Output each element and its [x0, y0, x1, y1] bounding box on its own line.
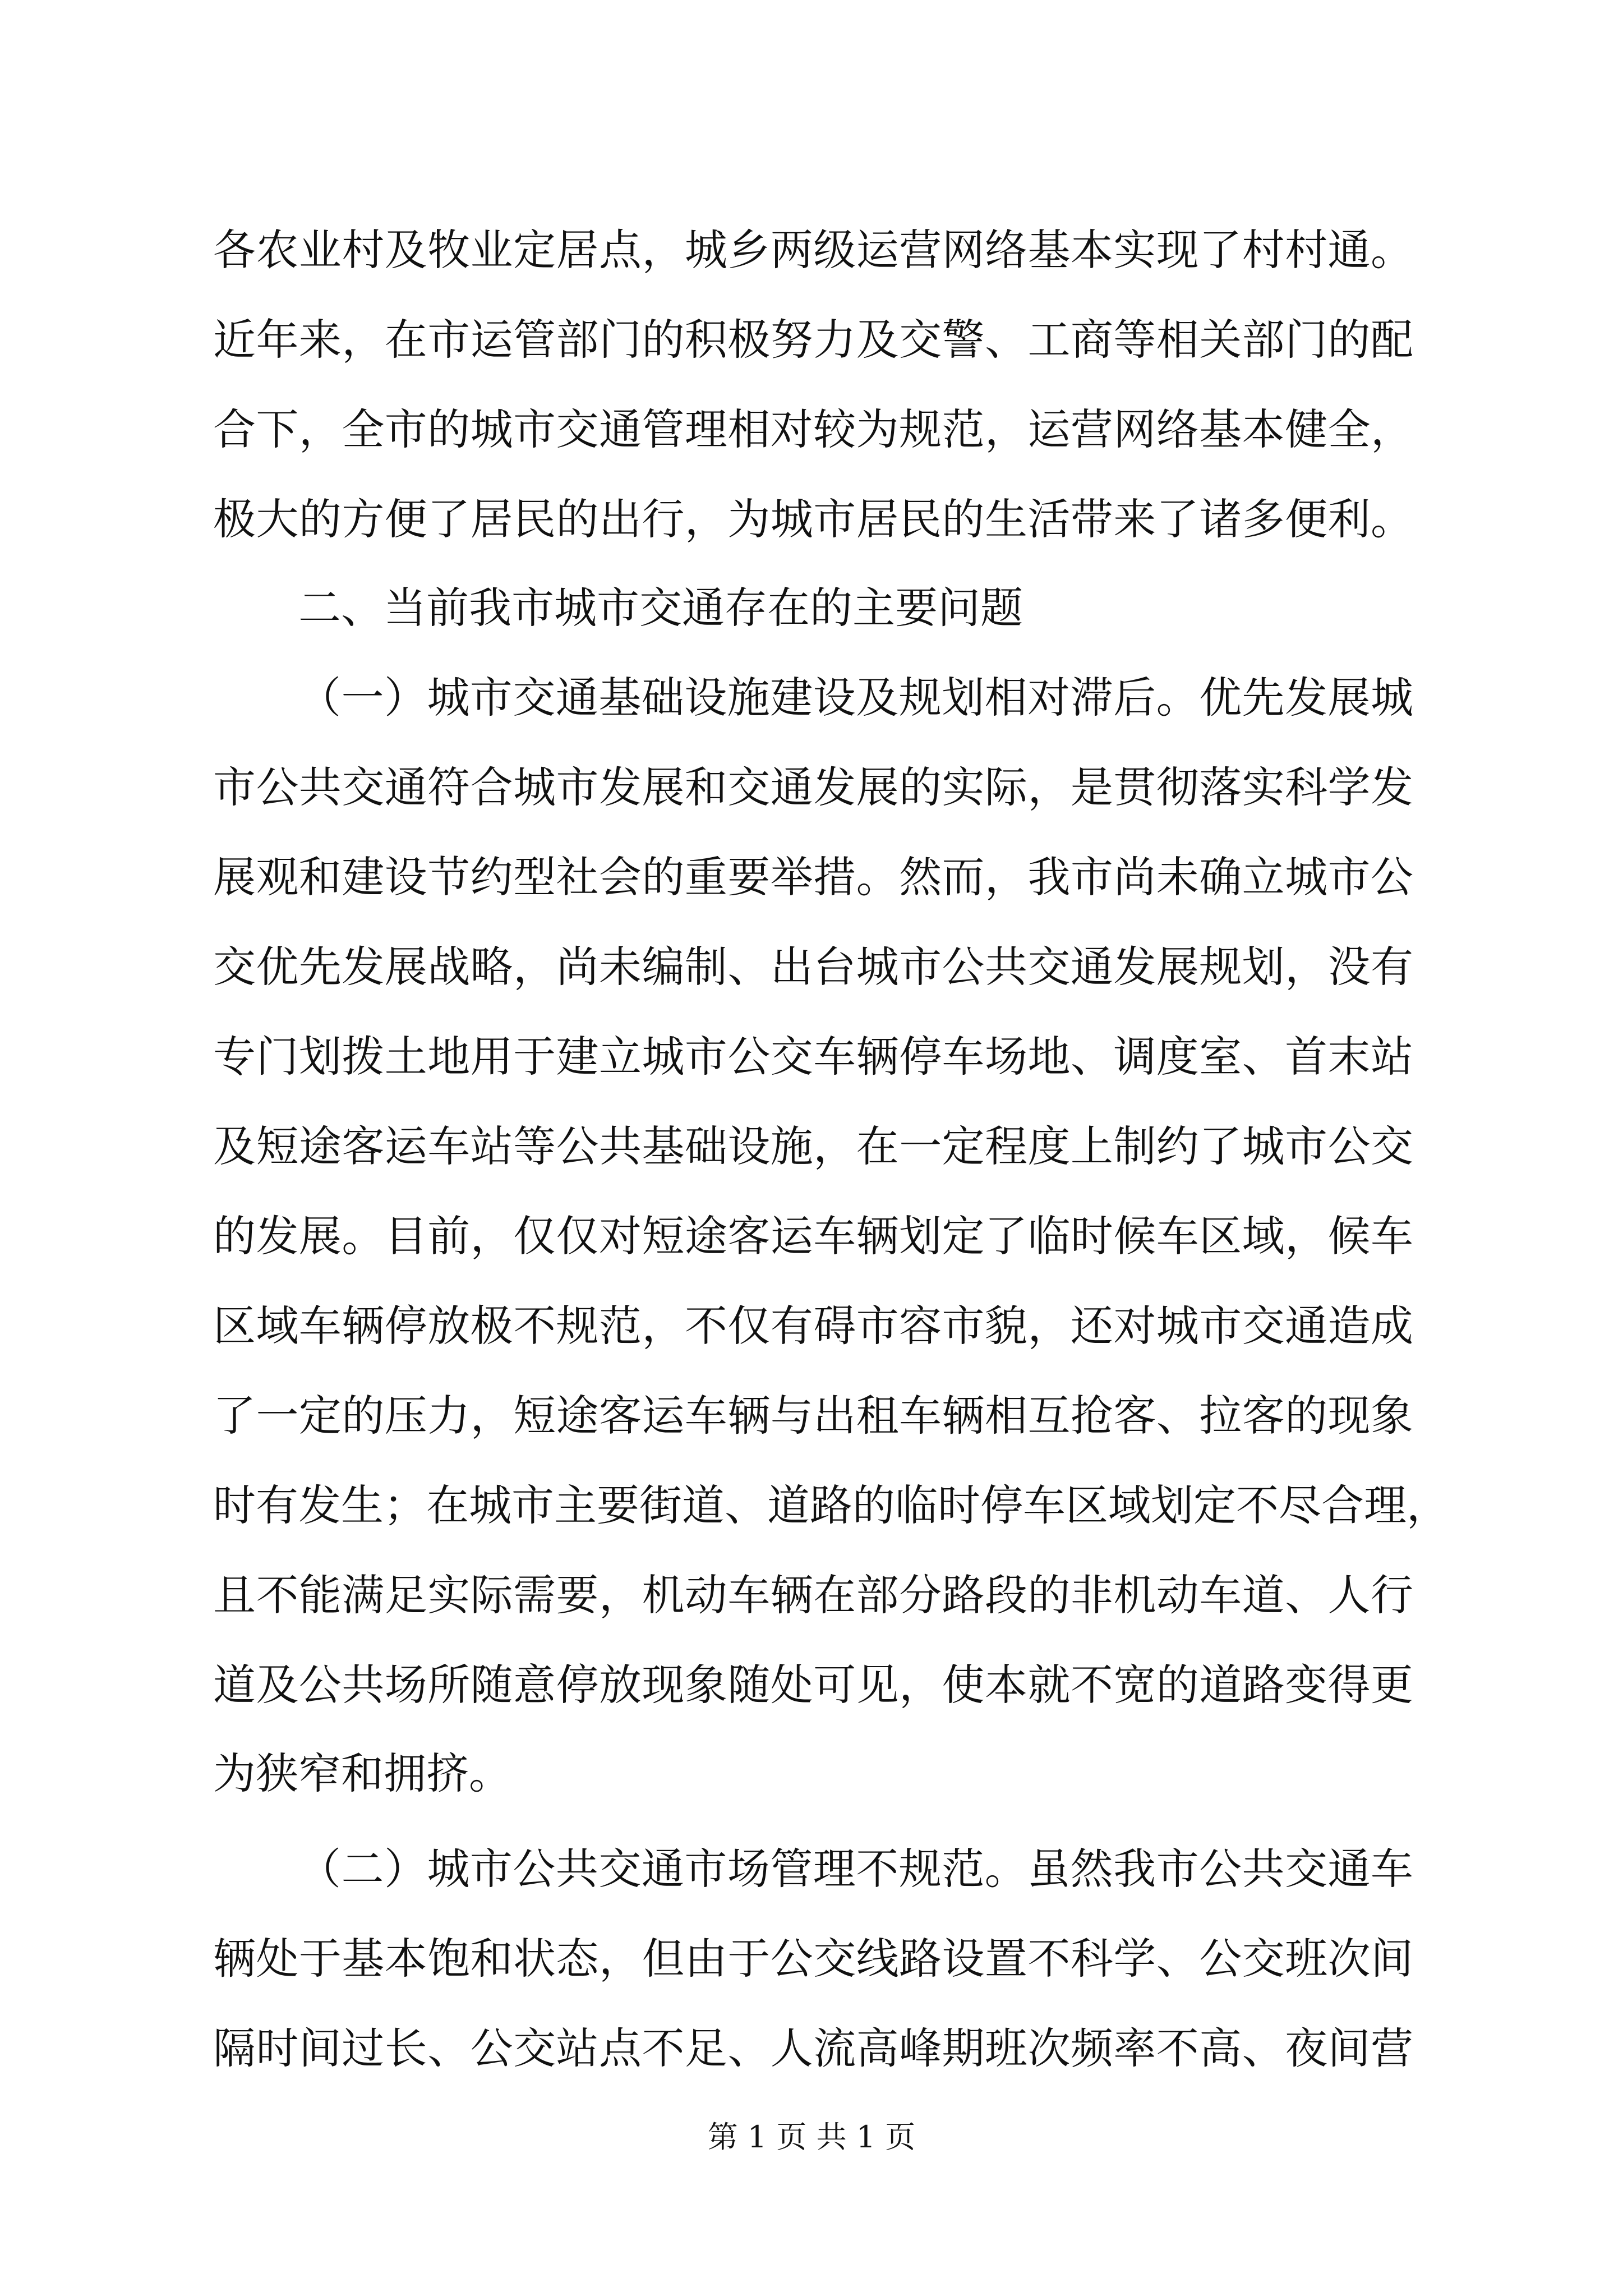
page-number-footer: 第 1 页 共 1 页	[707, 2119, 916, 2155]
body-line-1: 各农业村及牧业定居点，城乡两级运营网络基本实现了村村通。	[213, 225, 1413, 275]
paragraph-1-line-1: （一）城市交通基础设施建设及规划相对滞后。优先发展城	[298, 673, 1413, 723]
paragraph-1-line-12: 道及公共场所随意停放现象随处可见，使本就不宽的道路变得更	[213, 1660, 1413, 1710]
body-line-4: 极大的方便了居民的出行，为城市居民的生活带来了诸多便利。	[213, 494, 1413, 544]
paragraph-1-line-4: 交优先发展战略，尚未编制、出台城市公共交通发展规划，没有	[213, 942, 1413, 992]
body-line-3: 合下，全市的城市交通管理相对较为规范，运营网络基本健全，	[213, 404, 1413, 454]
paragraph-1-line-13: 为狭窄和拥挤。	[213, 1749, 511, 1798]
paragraph-1-line-3: 展观和建设节约型社会的重要举措。然而，我市尚未确立城市公	[213, 852, 1413, 902]
section-heading: 二、当前我市城市交通存在的主要问题	[298, 583, 1023, 633]
paragraph-2-line-3: 隔时间过长、公交站点不足、人流高峰期班次频率不高、夜间营	[213, 2023, 1413, 2073]
paragraph-1-line-9: 了一定的压力，短途客运车辆与出租车辆相互抢客、拉客的现象	[213, 1391, 1413, 1441]
paragraph-1-line-11: 且不能满足实际需要，机动车辆在部分路段的非机动车道、人行	[213, 1570, 1413, 1620]
paragraph-1-line-7: 的发展。目前，仅仅对短途客运车辆划定了临时候车区域，候车	[213, 1211, 1413, 1261]
paragraph-1-line-8: 区域车辆停放极不规范，不仅有碍市容市貌，还对城市交通造成	[213, 1301, 1413, 1351]
paragraph-1-line-5: 专门划拨土地用于建立城市公交车辆停车场地、调度室、首末站	[213, 1032, 1413, 1082]
body-line-2: 近年来，在市运管部门的积极努力及交警、工商等相关部门的配	[213, 315, 1413, 365]
paragraph-1-line-6: 及短途客运车站等公共基础设施，在一定程度上制约了城市公交	[213, 1121, 1413, 1171]
paragraph-2-line-2: 辆处于基本饱和状态，但由于公交线路设置不科学、公交班次间	[213, 1934, 1413, 1984]
paragraph-1-line-10: 时有发生；在城市主要街道、道路的临时停车区域划定不尽合理，	[213, 1480, 1449, 1530]
paragraph-2-line-1: （二）城市公共交通市场管理不规范。虽然我市公共交通车	[298, 1844, 1413, 1894]
paragraph-1-line-2: 市公共交通符合城市发展和交通发展的实际，是贯彻落实科学发	[213, 762, 1413, 812]
